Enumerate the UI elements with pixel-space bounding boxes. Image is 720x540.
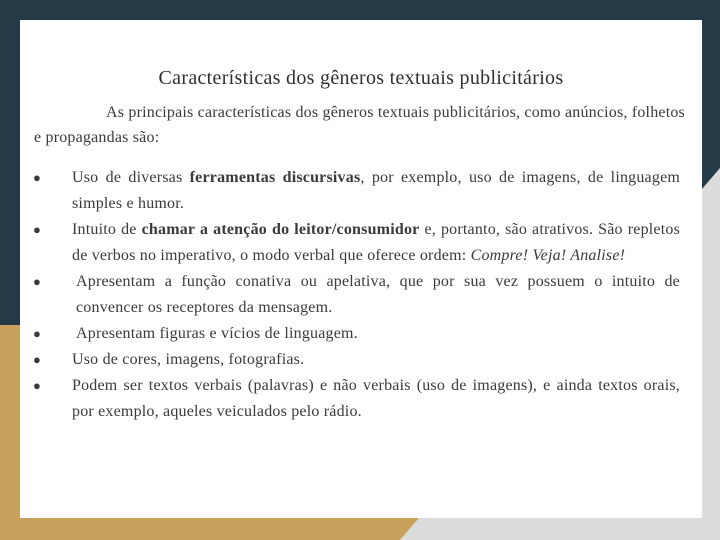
list-item: ● Podem ser textos verbais (palavras) e não verbais (uso de imagens), e ainda textos orais, por exemplo, aqueles veiculados pelo rádio. [30, 373, 680, 425]
bullet-list [30, 165, 680, 425]
bold-phrase: ferramentas discursivas [189, 169, 361, 186]
intro-paragraph: As principais características dos gêneros textuais publicitários, como anúncios, folhetos e propagandas são: [34, 104, 685, 146]
slide-card [20, 20, 702, 518]
bullet-icon: ● [32, 326, 42, 341]
bold-phrase: chamar a atenção do leitor/consumidor [141, 221, 420, 238]
bullet-icon: ● [32, 274, 42, 289]
list-item: ● Uso de diversas ferramentas discursivas, por exemplo, uso de imagens, de linguagem simples e humor. [30, 165, 680, 217]
bullet-icon: ● [32, 378, 42, 393]
bullet-icon: ● [32, 170, 42, 185]
list-item: ● Apresentam figuras e vícios de linguagem. [30, 321, 680, 347]
italic-phrase: Compre! Veja! Analise! [470, 247, 626, 264]
slide-title: Características dos gêneros textuais publicitários [158, 67, 564, 89]
list-item: ● Uso de cores, imagens, fotografias. [30, 347, 680, 373]
list-item: ● Apresentam a função conativa ou apelativa, que por sua vez possuem o intuito de convencer os receptores da mensagem. [30, 269, 680, 321]
bullet-icon: ● [32, 352, 42, 367]
list-item: ● Intuito de chamar a atenção do leitor/consumidor e, portanto, são atrativos. São repletos de verbos no imperativo, o modo verbal que oferece ordem: Compre! Veja! Analise! [30, 217, 680, 269]
bullet-icon: ● [32, 222, 42, 237]
